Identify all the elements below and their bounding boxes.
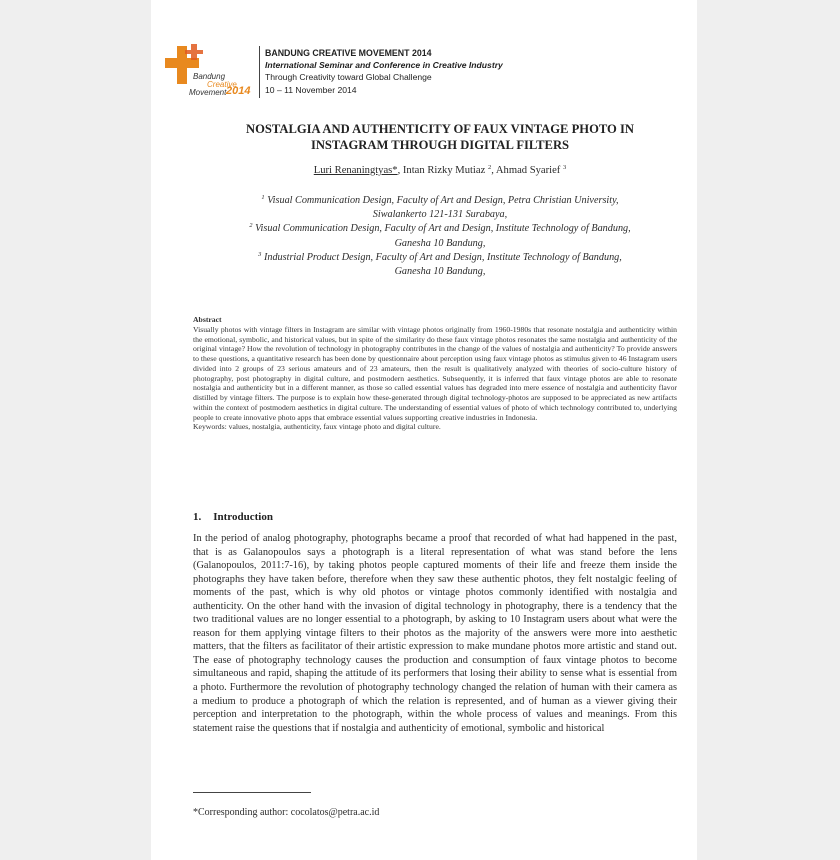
conference-subtitle: International Seminar and Conference in Creative Industry — [265, 60, 503, 71]
right-background-margin — [697, 0, 840, 860]
affiliation-2-line-1: Visual Communication Design, Faculty of Art and Design, Institute Technology of Bandung, — [252, 223, 631, 235]
conference-dates: 10 – 11 November 2014 — [265, 84, 357, 95]
logo-word-3: Movement — [189, 88, 227, 97]
keywords: Keywords: values, nostalgia, authenticity, faux vintage photo and digital culture. — [193, 422, 441, 432]
abstract-heading: Abstract — [193, 315, 222, 324]
introduction-paragraph: In the period of analog photography, photographs became a proof that recorded of what had happened in the past, that is as Galanopoulos says a photograph is a literal representation of what was stand before the lens (Galanopoulos, 2011:7-16), by taking photos people captured moments of their life and freeze them inside the photographs they have taken before, therefore when they saw these authentic photos, they felt nostalgic feeling of moments of the past, which is why old photos or vintage photos commonly identified with nostalgia and authenticity. On the other hand with the invasion of digital technology in photography, there is a tendency that the two traditional values are no longer essential to a photograph, by asking to 10 Instagram users about what were the reason for them applying vintage filters to their photos as the majority of the answers were more into aesthetic matters, that the filters as facilitator of their artistic expression to make mundane photos more artistic and stand out. The ease of photography technology causes the production and consumption of faux vintage photos to become simultaneous and rapid, shaping the attitude of its performers that losing their ability to sense what is essential from a photo. Furthermore the revolution of photography technology changed the relation of human with their camera as a medium to produce a photograph of which the relation is represented, and of human as a viewer giving their perception and interpretation to the photograph, within the whole process of values and meanings. From this statement raise the questions that if nostalgia and authenticity of emotional, symbolic and historical — [193, 533, 677, 734]
affiliations — [196, 194, 684, 279]
affiliation-3-line-1: Industrial Product Design, Faculty of Art and Design, Institute Technology of Bandung, — [261, 251, 622, 263]
conference-tagline: Through Creativity toward Global Challenge — [265, 72, 432, 83]
affiliation-2-sup: 2 — [249, 222, 253, 230]
affiliation-3-sup: 3 — [258, 250, 262, 258]
section-title: Introduction — [213, 511, 273, 523]
logo-word-1: Bandung — [193, 72, 226, 81]
author-2-sup: 2 — [487, 164, 492, 171]
abstract-text: Visually photos with vintage filters in Instagram are similar with vintage photos originally from 1960-1980s that resonate nostalgia and authenticity within the emotional, symbolic, and historical values, but in spite of the similarity do these faux vintage photos resonates the same nostalgia and authenticity of the original vintage? How the revolution of technology in photography contributes in the change of the values of nostalgia and authenticity? To provide answers to these questions, a quantitative research has been done by questionnaire about perception using faux vintage photos as stimulus given to 46 Instagram users divided into 2 groups of 23 serious amateurs and of 23 amateurs, then the result is qualitatively analyzed with theories of socio-culture history of photography, post photography in digital culture, and postmodern aesthetics. Subsequently, it is inferred that faux vintage photos are able to resonate nostalgia and authenticity but in a different manner, as those so called essential values has degraded into mere essence of nostalgia and authenticity flavor distilled by vintage filters. The purpose is to explain how these-generated through digital technology-photos are supposed to be appreciated as new artifacts within the context of postmodern aesthetics in digital culture. The understanding of essential values of photo of which technology contributed to, underlying people to create innovative photo apps that embrace essential values supporting creative industries in Indonesia. — [193, 324, 677, 422]
conference-name: BANDUNG CREATIVE MOVEMENT 2014 — [265, 48, 432, 58]
corresponding-author-footnote: *Corresponding author: cocolatos@petra.ac.id — [193, 807, 380, 818]
author-1: Luri Renaningtyas* — [313, 165, 398, 176]
left-background-margin — [0, 0, 151, 860]
logo-word-2: Creative — [207, 80, 237, 89]
affiliation-1-sup: 1 — [261, 194, 265, 201]
footnote-divider — [193, 792, 311, 793]
author-list — [196, 165, 684, 176]
author-separator-2: , Ahmad Syarief — [491, 165, 563, 176]
author-3-sup: 3 — [562, 164, 567, 171]
affiliation-2 — [196, 222, 684, 250]
section-number: 1. — [193, 511, 202, 523]
affiliation-3 — [196, 251, 684, 279]
affiliation-2-line-2: Ganesha 10 Bandung, — [394, 237, 486, 249]
affiliation-1-line-2: Siwalankerto 121-131 Surabaya, — [372, 209, 508, 221]
conference-logo — [163, 42, 259, 100]
logo-year: 2014 — [226, 85, 251, 97]
affiliation-3-line-2: Ganesha 10 Bandung, — [394, 266, 486, 278]
paper-title-line-2: INSTAGRAM THROUGH DIGITAL FILTERS — [310, 137, 570, 152]
affiliation-1-line-1: Visual Communication Design, Faculty of Art and Design, Petra Christian University, — [264, 195, 619, 206]
conference-header — [265, 47, 503, 96]
section-heading-introduction — [193, 511, 273, 523]
header-divider — [259, 46, 260, 98]
paper-title — [196, 122, 684, 153]
affiliation-1 — [196, 194, 684, 222]
author-separator-1: , Intan Rizky Mutiaz — [397, 165, 488, 176]
abstract-block — [193, 315, 677, 432]
paper-title-line-1: NOSTALGIA AND AUTHENTICITY OF FAUX VINTAGE PHOTO IN — [245, 122, 635, 136]
